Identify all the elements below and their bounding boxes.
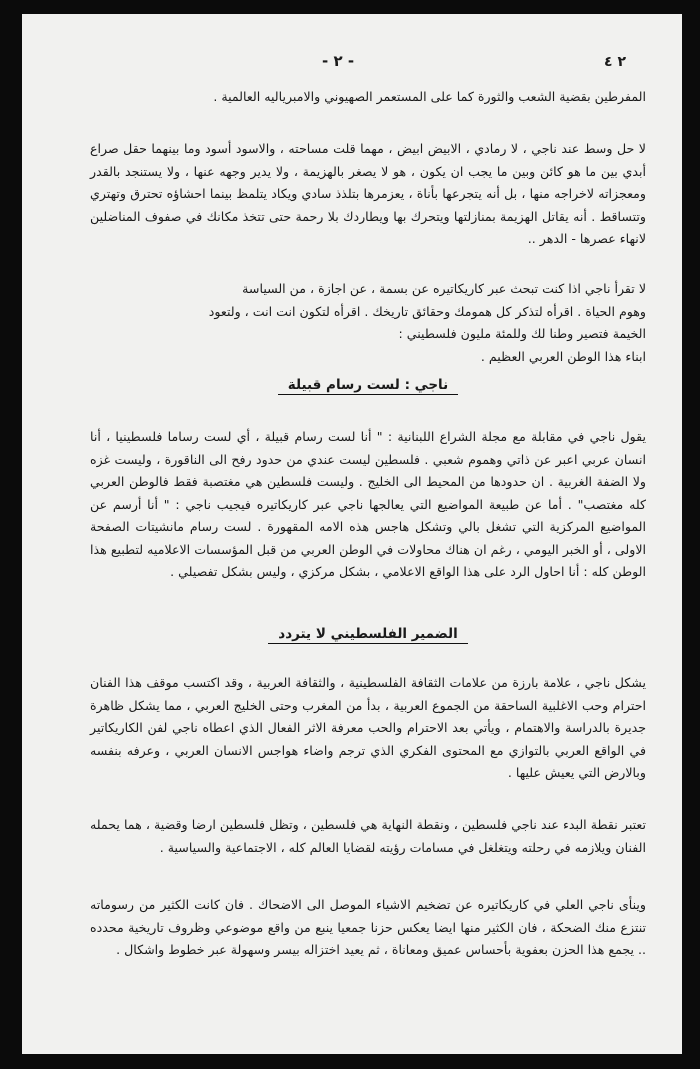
paragraph-3-line-2: وهوم الحياة . اقرأه لتذكر كل همومك وحقائق تاريخك . اقرأه لتكون انت انت ، ولتعود: [208, 303, 646, 319]
section-heading-1-text: ناجي : لست رسام قبيلة: [278, 377, 458, 395]
paragraph-2: لا حل وسط عند ناجي ، لا رمادي ، الابيض ابيض ، مهما قلت مساحته ، والاسود أسود وما بينهما حقل صراع أبدي بين ما هو كائن وبين ما يجب ان يكون ، هو لا يصغر بالهزيمة ، ولا يدير وجهه عنها ، ولا يستنجد بالقدر ومعجزاته لاخراجه منها ، بل أنه يتجرعها بأناة ، يعزمرها بتلذذ سادي ويكاد يتلمظ بينما احشاؤه تحترق وتهتري وتتساقط . أنه يقاتل الهزيمة بمنازلتها ويتحرك بها ويطاردك بلا رحمة حتى تتخذ مكانك في صفوف المناضلين لانهاء عصرها - الدهر ..: [90, 141, 646, 246]
paragraph-3-line-4: ابناء هذا الوطن العربي العظيم .: [480, 348, 646, 364]
section-heading-2: [90, 626, 646, 642]
paragraph-5: يشكل ناجي ، علامة بارزة من علامات الثقافة الفلسطينية ، والثقافة العربية ، وقد اكتسب موقف هذا الفنان احترام وحب الاغلبية الساحقة من الجموع العربية ، بدأ من المغرب وحتى الخليج العربي ، مما يشكل ظاهرة جديرة بالدراسة والاهتمام ، ويأتي بعد الاحترام والحب معرفة الاثر الفعال الذي اعطاه ناجي لفن الكاريكاتير في الواقع العربي بالتوازي مع المحتوى الفكري الذي ترجم واضاء هواجس الانسان العربي ، وعرفه بنفسه وبالارض التي يعيش عليها .: [90, 675, 646, 780]
paragraph-1: المفرطين بقضية الشعب والثورة كما على المستعمر الصهيوني والامبرياليه العالمية .: [213, 89, 646, 104]
paragraph-6: تعتبر نقطة البدء عند ناجي فلسطين ، ونقطة النهاية هي فلسطين ، وتظل فلسطين ارضا وقضية ، هما يحمله الفنان ويلازمه في رحلته ويتغلغل في مسامات رؤيته لقضايا العالم كله ، الاجتماعية والسياسية .: [90, 817, 646, 855]
paragraph-7: وينأى ناجي العلي في كاريكاتيره عن تضخيم الاشياء الموصل الى الاضحاك . فان كانت الكثير من رسوماته تنتزع منك الضحكة ، فان الكثير منها ايضا يعكس حزنا جمعيا ينبع من واقع موضوعي وظروف تاريخية محدده .. يجمع هذا الحزن بعفوية بأحساس عميق ومعاناة ، ثم يعيد اختزاله بيسر وسهولة عبر خطوط واشكال .: [90, 897, 646, 957]
section-heading-2-text: الضمير الفلسطيني لا يتردد: [268, 626, 467, 644]
section-heading-1: [90, 377, 646, 393]
corner-marks: ٢ ٤: [604, 54, 626, 70]
paragraph-3-line-1: لا تقرأ ناجي اذا كنت تبحث عبر كاريكاتيره عن بسمة ، عن اجازة ، من السياسة: [242, 281, 646, 296]
document-page: [22, 14, 682, 1054]
paragraph-4: يقول ناجي في مقابلة مع مجلة الشراع اللبنانية : " أنا لست رسام قبيلة ، أي لست رساما فلسطينيا ، أنا انسان عربي اعبر عن ذاتي وهموم شعبي . فلسطين ليست عندي من حدود رفح الى الناقورة ، وليست غزه ولا الضفة الغربية . ان حدودها من المحيط الى الخليج . وليست فلسطين هي مغتصبة فقط فالوطن العربي كله مغتصب" . أما عن طبيعة المواضيع التي يعالجها ناجي عبر كاريكاتيره فيجيب ناجي : " أنا أرسم عن المواضيع المركزية التي تشغل بالي وتشكل هاجس هذه الامه المقهورة . لست رسام مانشيتات الصفحة الاولى ، أو الخبر اليومي ، رغم ان هناك محاولات في الوطن العربي من قبل المؤسسات الاعلاميه لتطبيع هذا الوطن كله : أنا احاول الرد على هذا الواقع الاعلامي ، بشكل مركزي ، وليس بشكل تفصيلي .: [90, 429, 646, 579]
page-number: - ٢ -: [322, 52, 355, 70]
paragraph-3-line-3: الخيمة فتصير وطنا لك وللمئة مليون فلسطيني :: [398, 326, 646, 341]
paragraph-3: [90, 278, 646, 368]
